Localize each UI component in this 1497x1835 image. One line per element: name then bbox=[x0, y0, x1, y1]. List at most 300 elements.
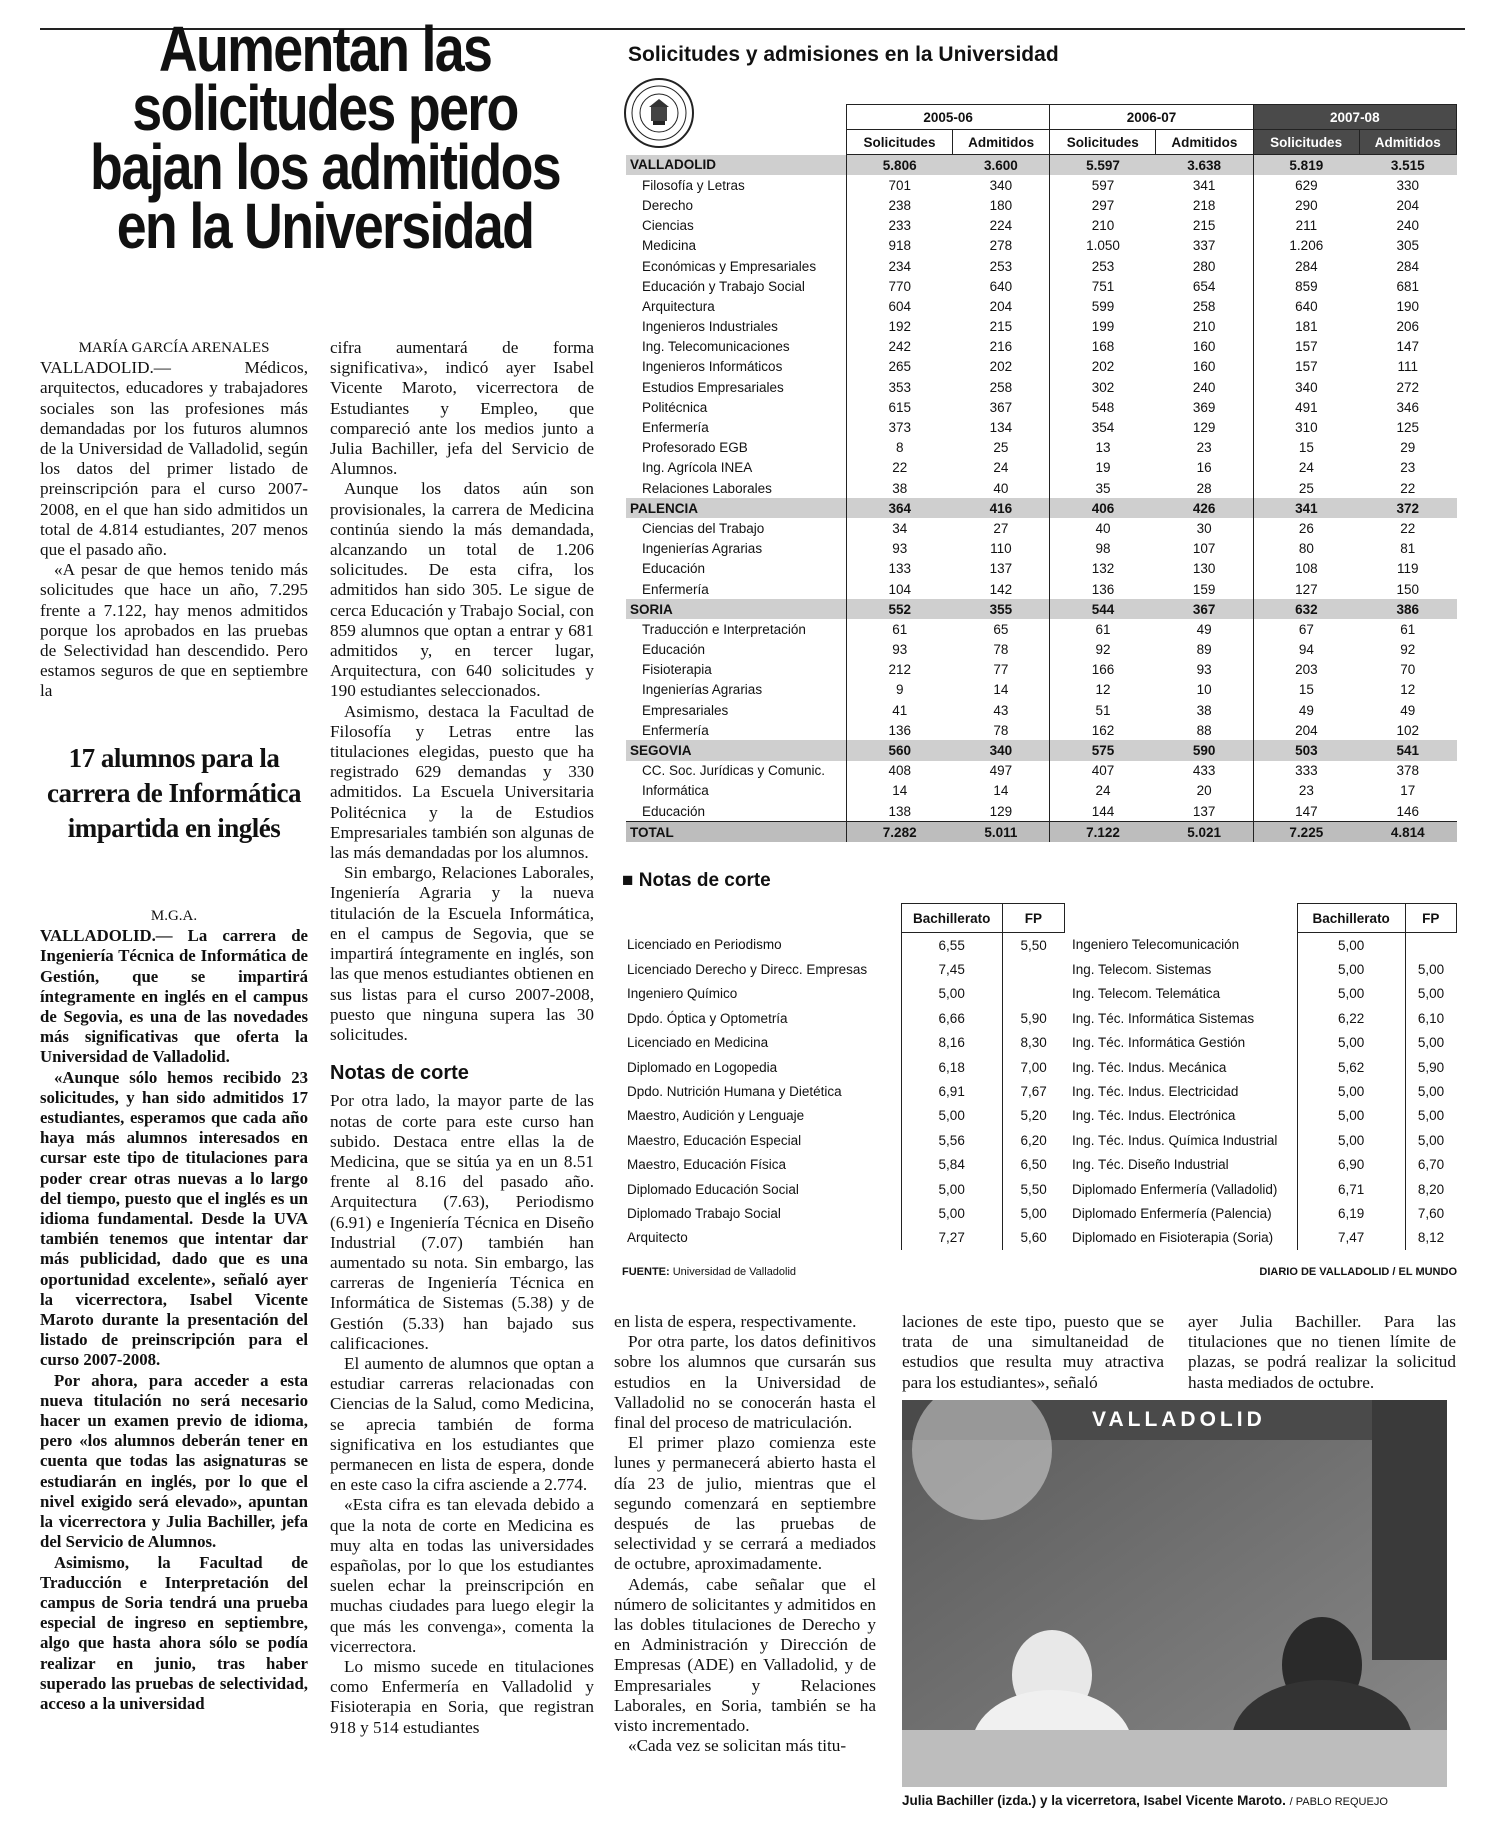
cell-value: 6,22 bbox=[1297, 1006, 1405, 1030]
cell-value: 333 bbox=[1253, 761, 1359, 781]
cell-value: 8,12 bbox=[1405, 1226, 1456, 1250]
sub-header: Admitidos bbox=[1156, 130, 1253, 155]
cell-value: 5,50 bbox=[1002, 933, 1064, 958]
table-row bbox=[626, 296, 1457, 316]
row-label: CC. Soc. Jurídicas y Comunic. bbox=[642, 763, 826, 779]
table-row bbox=[622, 1006, 1065, 1030]
cell-value: 367 bbox=[989, 399, 1013, 415]
cell-value: 204 bbox=[1253, 720, 1359, 740]
sidebar bbox=[40, 741, 308, 846]
cell-value: 364 bbox=[847, 498, 953, 518]
cell-value: 341 bbox=[1253, 498, 1359, 518]
cell-value: 491 bbox=[1253, 397, 1359, 417]
cell-value: 23 bbox=[1253, 781, 1359, 801]
cell-value: 5.021 bbox=[1156, 822, 1253, 843]
cell-value: 12 bbox=[1050, 680, 1156, 700]
table-row bbox=[626, 579, 1457, 599]
cell-value: 204 bbox=[1396, 197, 1420, 213]
cell-value: 8 bbox=[847, 438, 953, 458]
cell-value: 340 bbox=[952, 740, 1049, 760]
table-row bbox=[622, 1031, 1065, 1055]
row-label: Diplomado Enfermería (Valladolid) bbox=[1072, 1181, 1278, 1197]
cell-value: 5.011 bbox=[952, 822, 1049, 843]
table-row bbox=[1067, 1079, 1457, 1103]
cell-value: 265 bbox=[847, 357, 953, 377]
cell-value: 142 bbox=[989, 581, 1013, 597]
cell-value: 242 bbox=[847, 337, 953, 357]
cell-value: 92 bbox=[1400, 642, 1416, 658]
caption-text: Julia Bachiller (izda.) y la vicerretora, Isabel Vicente Maroto. bbox=[902, 1793, 1286, 1808]
cell-value: 6,70 bbox=[1405, 1153, 1456, 1177]
cell-value: 147 bbox=[1253, 801, 1359, 822]
cell-value: 5,00 bbox=[901, 1104, 1002, 1128]
cell-value: 137 bbox=[1192, 803, 1216, 819]
row-label: Enfermería bbox=[642, 581, 709, 597]
cell-value: 110 bbox=[990, 541, 1012, 557]
cell-value: 541 bbox=[1359, 740, 1456, 760]
table-row bbox=[626, 761, 1457, 781]
table-row bbox=[626, 397, 1457, 417]
cell-value: 51 bbox=[1050, 700, 1156, 720]
cell-value: 548 bbox=[1050, 397, 1156, 417]
cell-value: 5.806 bbox=[847, 155, 953, 176]
sidebar-paragraph: «Aunque sólo hemos recibido 23 solicitudes, y han sido admitidos 17 estudiantes, esperamos que cada año haya más alumnos interesados en cursar este tipo de titulaciones para poder crear otras nuevas a lo largo del tiempo, puesto que el inglés es un idioma fundamental. Desde la UVA también tenemos que intentar dar más publicidad, dado que es una oportunidad excelente», señaló ayer la vicerrectora, Isabel Vicente Maroto durante la presentación del listado de preinscripción para el curso 2007-2008. bbox=[40, 1067, 308, 1370]
table-row bbox=[626, 195, 1457, 215]
cell-value: 373 bbox=[847, 417, 953, 437]
table-row bbox=[626, 559, 1457, 579]
cell-value: 38 bbox=[1196, 702, 1212, 718]
cell-value: 49 bbox=[1196, 621, 1212, 637]
province-row bbox=[626, 599, 1457, 619]
notas-left-body bbox=[622, 933, 1065, 1251]
cell-value: 770 bbox=[847, 276, 953, 296]
table-row bbox=[626, 256, 1457, 276]
article-col1-text bbox=[40, 358, 308, 701]
article-paragraph: Además, cabe señalar que el número de solicitantes y admitidos en las dobles titulaciones de Derecho y en Administración y Dirección de Empresas (ADE) en Valladolid, y de Empresariales y Relaciones Laborales, en Soria, también se ha visto incrementado. bbox=[614, 1574, 876, 1736]
cell-value: 280 bbox=[1192, 258, 1216, 274]
cell-value: 386 bbox=[1359, 599, 1456, 619]
cell-value: 49 bbox=[1400, 702, 1416, 718]
table2-heading bbox=[622, 870, 771, 892]
cell-value: 92 bbox=[1050, 640, 1156, 660]
cell-value: 590 bbox=[1156, 740, 1253, 760]
caption-credit: / PABLO REQUEJO bbox=[1289, 1796, 1388, 1808]
cell-value: 12 bbox=[1400, 682, 1416, 698]
cell-value: 7.282 bbox=[847, 822, 953, 843]
cell-value: 26 bbox=[1253, 518, 1359, 538]
row-label: Ingenierías Agrarias bbox=[642, 682, 763, 698]
cell-value: 3.515 bbox=[1359, 155, 1456, 176]
table1-title: Solicitudes y admisiones en la Universidad bbox=[628, 43, 1059, 66]
cell-value: 5,62 bbox=[1297, 1055, 1405, 1079]
total-row bbox=[626, 822, 1457, 843]
cell-value: 14 bbox=[993, 783, 1009, 799]
cell-value: 5,00 bbox=[1297, 933, 1405, 958]
row-label: VALLADOLID bbox=[626, 155, 847, 176]
year-header: 2007-08 bbox=[1253, 105, 1456, 130]
cell-value: 297 bbox=[1050, 195, 1156, 215]
cell-value: 104 bbox=[847, 579, 953, 599]
row-label: Diplomado en Fisioterapia (Soria) bbox=[1072, 1230, 1274, 1246]
cell-value: 367 bbox=[1156, 599, 1253, 619]
cell-value: 369 bbox=[1192, 399, 1216, 415]
row-label: Estudios Empresariales bbox=[642, 379, 784, 395]
row-label: Educación bbox=[642, 803, 706, 819]
cell-value: 599 bbox=[1050, 296, 1156, 316]
row-label: Ing. Téc. Indus. Química Industrial bbox=[1072, 1132, 1278, 1148]
cell-value: 6,90 bbox=[1297, 1153, 1405, 1177]
cell-value: 5,84 bbox=[901, 1153, 1002, 1177]
cell-value: 137 bbox=[989, 561, 1013, 577]
row-label: Dpdo. Nutrición Humana y Dietética bbox=[627, 1084, 842, 1100]
cell-value: 224 bbox=[989, 218, 1013, 234]
row-label: SEGOVIA bbox=[626, 740, 847, 760]
article-column-2 bbox=[330, 338, 594, 1738]
table-row bbox=[626, 438, 1457, 458]
cell-value: 6,18 bbox=[901, 1055, 1002, 1079]
cell-value: 258 bbox=[1192, 298, 1216, 314]
cell-value bbox=[1002, 982, 1064, 1006]
cell-value: 6,91 bbox=[901, 1079, 1002, 1103]
cell-value: 7.122 bbox=[1050, 822, 1156, 843]
sub-header: Admitidos bbox=[1359, 130, 1456, 155]
cell-value: 4.814 bbox=[1359, 822, 1456, 843]
photo-banner: VALLADOLID bbox=[1092, 1408, 1266, 1431]
year-header: 2005-06 bbox=[847, 105, 1050, 130]
table-row bbox=[626, 700, 1457, 720]
table-row bbox=[622, 982, 1065, 1006]
cell-value: 284 bbox=[1396, 258, 1420, 274]
cell-value: 5,60 bbox=[1002, 1226, 1064, 1250]
cell-value: 6,10 bbox=[1405, 1006, 1456, 1030]
province-row bbox=[626, 155, 1457, 176]
cell-value: 7,27 bbox=[901, 1226, 1002, 1250]
row-label: Traducción e Interpretación bbox=[642, 621, 806, 637]
row-label: Ingeniero Químico bbox=[627, 986, 738, 1002]
cell-value: 40 bbox=[1050, 518, 1156, 538]
row-label: Ing. Téc. Informática Gestión bbox=[1072, 1035, 1246, 1051]
cell-value: 215 bbox=[989, 319, 1013, 335]
table-notas-left bbox=[622, 903, 1065, 1250]
cell-value: 20 bbox=[1196, 783, 1212, 799]
cell-value: 25 bbox=[1253, 478, 1359, 498]
table-row bbox=[1067, 1226, 1457, 1250]
cell-value: 88 bbox=[1196, 722, 1212, 738]
cell-value: 5,00 bbox=[1297, 1031, 1405, 1055]
article-paragraph: Sin embargo, Relaciones Laborales, Ingeniería Agraria y la nueva titulación de la Escuela Informática, en el campus de Segovia, que se impartirá íntegramente en inglés, son las que menos estudiantes obtienen en sus listas para el curso 2007-2008, puesto que ninguna supera las 30 solicitudes. bbox=[330, 863, 594, 1044]
row-label: Profesorado EGB bbox=[642, 440, 748, 456]
col-header-fp: FP bbox=[1405, 904, 1456, 933]
cell-value: 43 bbox=[993, 702, 1009, 718]
cell-value: 5,90 bbox=[1405, 1055, 1456, 1079]
cell-value: 6,19 bbox=[1297, 1201, 1405, 1225]
row-label: Filosofía y Letras bbox=[642, 177, 745, 193]
article-paragraph: cifra aumentará de forma significativa», indicó ayer Isabel Vicente Maroto, vicerrectora de Estudiantes y Empleo, que compareció ante los medios junto a Julia Bachiller, jefa del Servicio de Alumnos. bbox=[330, 338, 594, 479]
row-label: Ing. Téc. Indus. Electrónica bbox=[1072, 1108, 1236, 1124]
byline: MARÍA GARCÍA ARENALES bbox=[78, 340, 270, 356]
cell-value: 5,00 bbox=[901, 982, 1002, 1006]
cell-value: 159 bbox=[1192, 581, 1216, 597]
table-row bbox=[626, 801, 1457, 822]
row-label: SORIA bbox=[626, 599, 847, 619]
cell-value: 107 bbox=[1192, 541, 1216, 557]
cell-value: 7,45 bbox=[901, 957, 1002, 981]
cell-value: 406 bbox=[1050, 498, 1156, 518]
cell-value: 433 bbox=[1192, 763, 1216, 779]
cell-value: 218 bbox=[1192, 197, 1216, 213]
cell-value: 61 bbox=[1400, 621, 1416, 637]
table-row bbox=[626, 680, 1457, 700]
cell-value: 5,00 bbox=[1405, 1104, 1456, 1128]
cell-value: 22 bbox=[1400, 520, 1416, 536]
cell-value: 93 bbox=[1196, 662, 1212, 678]
article-col2-text bbox=[330, 338, 594, 1045]
cell-value: 98 bbox=[1050, 539, 1156, 559]
cell-value: 597 bbox=[1050, 175, 1156, 195]
cell-value: 119 bbox=[1397, 561, 1419, 577]
row-label: Ing. Téc. Indus. Mecánica bbox=[1072, 1059, 1227, 1075]
row-label: Relaciones Laborales bbox=[642, 480, 772, 496]
cell-value: 8,30 bbox=[1002, 1031, 1064, 1055]
table-row bbox=[626, 236, 1457, 256]
cell-value: 258 bbox=[989, 379, 1013, 395]
article-paragraph: El aumento de alumnos que optan a estudiar carreras relacionadas con Ciencias de la Salud, como Medicina, se aprecia también de forma significativa en los estudiantes que permanecen en lista de espera, donde en este caso la cifra asciende a 2.774. bbox=[330, 1353, 594, 1495]
table-row bbox=[622, 1055, 1065, 1079]
table-row bbox=[626, 781, 1457, 801]
table-row bbox=[1067, 982, 1457, 1006]
province-row bbox=[626, 498, 1457, 518]
sub-header: Admitidos bbox=[952, 130, 1049, 155]
cell-value: 77 bbox=[993, 662, 1009, 678]
cell-value: 35 bbox=[1050, 478, 1156, 498]
row-label: Maestro, Educación Física bbox=[627, 1157, 787, 1173]
cell-value: 3.638 bbox=[1156, 155, 1253, 176]
article-column-3 bbox=[614, 1312, 876, 1756]
table-row bbox=[626, 216, 1457, 236]
cell-value: 14 bbox=[847, 781, 953, 801]
row-label: Maestro, Audición y Lenguaje bbox=[627, 1108, 805, 1124]
table-row bbox=[626, 458, 1457, 478]
source-credit: DIARIO DE VALLADOLID / EL MUNDO bbox=[1259, 1266, 1457, 1278]
article-column-1 bbox=[40, 338, 308, 702]
table-row bbox=[622, 1104, 1065, 1128]
row-label: Diplomado Enfermería (Palencia) bbox=[1072, 1205, 1272, 1221]
cell-value: 560 bbox=[847, 740, 953, 760]
row-label: Enfermería bbox=[642, 722, 709, 738]
cell-value: 211 bbox=[1253, 216, 1359, 236]
cell-value: 14 bbox=[993, 682, 1009, 698]
table-row bbox=[622, 1226, 1065, 1250]
cell-value: 272 bbox=[1396, 379, 1420, 395]
cell-value: 340 bbox=[1253, 377, 1359, 397]
row-label: Ing. Agrícola INEA bbox=[642, 460, 753, 476]
row-label: Politécnica bbox=[642, 399, 708, 415]
press-photo bbox=[902, 1400, 1447, 1787]
cell-value: 5,90 bbox=[1002, 1006, 1064, 1030]
row-label: Ing. Telecomunicaciones bbox=[642, 339, 790, 355]
notas-heading: Notas de corte bbox=[330, 1062, 469, 1085]
cell-value: 407 bbox=[1050, 761, 1156, 781]
cell-value: 93 bbox=[847, 539, 953, 559]
cell-value: 216 bbox=[989, 339, 1013, 355]
table-row bbox=[1067, 1128, 1457, 1152]
cell-value: 544 bbox=[1050, 599, 1156, 619]
table-row bbox=[626, 660, 1457, 680]
cell-value: 129 bbox=[1192, 420, 1216, 436]
headline: Aumentan las solicitudes pero bajan los admitidos en la Universidad bbox=[90, 13, 560, 262]
cell-value: 278 bbox=[989, 238, 1013, 254]
sidebar-title: 17 alumnos para la carrera de Informática impartida en inglés bbox=[47, 743, 301, 843]
cell-value: 38 bbox=[847, 478, 953, 498]
cell-value: 206 bbox=[1396, 319, 1420, 335]
sidebar-paragraph: VALLADOLID.— La carrera de Ingeniería Técnica de Informática de Gestión, que se impartirá íntegramente en inglés en el campus de Segovia, es una de las novedades más significativas que oferta la Universidad de Valladolid. bbox=[40, 926, 308, 1067]
cell-value: 681 bbox=[1396, 278, 1420, 294]
cell-value: 89 bbox=[1196, 642, 1212, 658]
table-row bbox=[1067, 957, 1457, 981]
cell-value: 5,00 bbox=[1297, 957, 1405, 981]
cell-value: 134 bbox=[989, 420, 1013, 436]
row-label: Enfermería bbox=[642, 420, 709, 436]
cell-value: 147 bbox=[1396, 339, 1420, 355]
article-column-5 bbox=[1188, 1312, 1456, 1393]
row-label: PALENCIA bbox=[626, 498, 847, 518]
row-label: Ing. Téc. Informática Sistemas bbox=[1072, 1010, 1255, 1026]
cell-value: 8,20 bbox=[1405, 1177, 1456, 1201]
row-label: Ing. Telecom. Sistemas bbox=[1072, 962, 1212, 978]
cell-value: 615 bbox=[847, 397, 953, 417]
cell-value: 210 bbox=[1192, 319, 1216, 335]
cell-value: 146 bbox=[1396, 803, 1420, 819]
cell-value: 575 bbox=[1050, 740, 1156, 760]
cell-value: 6,50 bbox=[1002, 1153, 1064, 1177]
cell-value: 1.206 bbox=[1253, 236, 1359, 256]
sub-header: Solicitudes bbox=[1253, 130, 1359, 155]
cell-value: 150 bbox=[1396, 581, 1420, 597]
row-label: Informática bbox=[642, 783, 709, 799]
cell-value: 253 bbox=[989, 258, 1013, 274]
sidebar-paragraph: Asimismo, la Facultad de Traducción e Interpretación del campus de Soria tendrá una prueba especial de ingreso en septiembre, algo que hasta ahora sólo se podía realizar en junio, tras haber superado las pruebas de selectividad, acceso a la universidad bbox=[40, 1552, 308, 1713]
table-row bbox=[626, 417, 1457, 437]
table-row bbox=[626, 337, 1457, 357]
cell-value: 160 bbox=[1192, 339, 1216, 355]
cell-value: 8,16 bbox=[901, 1031, 1002, 1055]
article-paragraph: El primer plazo comienza este lunes y permanecerá abierto hasta el día 23 de julio, mientras que el segundo comenzará en septiembre después de las pruebas de selectividad y se cerrará a mediados de octubre, aproximadamente. bbox=[614, 1433, 876, 1574]
cell-value: 15 bbox=[1253, 680, 1359, 700]
article-paragraph: Por otra lado, la mayor parte de las notas de corte para este curso han subido. Destaca entre ellas la de Medicina, que se sitúa ya en un 8.51 frente al 8.16 del pasado año. Arquitectura (7.63), Periodismo (6.91) e Ingeniería Técnica en Diseño Industrial (7.07) también han aumentado su nota. Sin embargo, las carreras de Ingeniería Técnica en Informática de Sistemas (5.38) y de Gestión (5.33) han bajado sus calificaciones. bbox=[330, 1091, 594, 1353]
cell-value: 15 bbox=[1253, 438, 1359, 458]
cell-value: 9 bbox=[847, 680, 953, 700]
square-bullet-icon: ■ bbox=[622, 870, 634, 891]
cell-value: 160 bbox=[1192, 359, 1216, 375]
article-paragraph: VALLADOLID.— Médicos, arquitectos, educadores y trabajadores sociales son las profesiones más demandadas por los futuros alumnos de la Universidad de Valladolid, según los datos del primer listado de preinscripción para el curso 2007-2008, en el que han sido admitidos un total de 4.814 estudiantes, 207 menos que el pasado año. bbox=[40, 358, 308, 560]
row-label: Educación y Trabajo Social bbox=[642, 278, 805, 294]
row-label: Diplomado en Logopedia bbox=[627, 1059, 778, 1075]
article-col4-text: laciones de este tipo, puesto que se trata de una simultaneidad de estudios que resulta muy atractiva para los estudiantes», señaló bbox=[902, 1312, 1164, 1392]
cell-value: 25 bbox=[993, 440, 1009, 456]
cell-value: 253 bbox=[1050, 256, 1156, 276]
table2-title: Notas de corte bbox=[638, 870, 771, 891]
cell-value: 30 bbox=[1196, 520, 1212, 536]
cell-value: 632 bbox=[1253, 599, 1359, 619]
cell-value: 94 bbox=[1253, 640, 1359, 660]
row-label: Arquitecto bbox=[627, 1230, 688, 1246]
cell-value: 80 bbox=[1253, 539, 1359, 559]
table-row bbox=[626, 317, 1457, 337]
cell-value: 181 bbox=[1253, 317, 1359, 337]
cell-value: 108 bbox=[1253, 559, 1359, 579]
cell-value: 180 bbox=[989, 197, 1013, 213]
cell-value: 7,67 bbox=[1002, 1079, 1064, 1103]
cell-value: 497 bbox=[989, 763, 1013, 779]
table-row bbox=[626, 357, 1457, 377]
cell-value: 240 bbox=[1192, 379, 1216, 395]
cell-value: 6,71 bbox=[1297, 1177, 1405, 1201]
cell-value: 28 bbox=[1196, 480, 1212, 496]
cell-value: 284 bbox=[1253, 256, 1359, 276]
table-row bbox=[626, 377, 1457, 397]
cell-value: 136 bbox=[847, 720, 953, 740]
sub-header: Solicitudes bbox=[847, 130, 953, 155]
cell-value: 552 bbox=[847, 599, 953, 619]
cell-value: 29 bbox=[1400, 440, 1416, 456]
cell-value: 136 bbox=[1050, 579, 1156, 599]
table-row bbox=[626, 619, 1457, 639]
cell-value: 7,60 bbox=[1405, 1201, 1456, 1225]
cell-value: 5,56 bbox=[901, 1128, 1002, 1152]
cell-value: 93 bbox=[847, 640, 953, 660]
table-row bbox=[1067, 1201, 1457, 1225]
cell-value: 5,00 bbox=[1405, 957, 1456, 981]
article-paragraph: en lista de espera, respectivamente. bbox=[614, 1312, 857, 1331]
row-label: Licenciado en Medicina bbox=[627, 1035, 769, 1051]
table-row bbox=[1067, 1006, 1457, 1030]
cell-value: 125 bbox=[1396, 420, 1420, 436]
cell-value: 202 bbox=[989, 359, 1013, 375]
cell-value: 10 bbox=[1196, 682, 1212, 698]
sidebar-paragraphs bbox=[40, 926, 308, 1714]
cell-value: 144 bbox=[1050, 801, 1156, 822]
article-paragraph: Aunque los datos aún son provisionales, la carrera de Medicina continúa siendo la más demandada, alcanzando un total de 1.206 solicitudes. De esta cifra, los admitidos han sido 305. Le sigue de cerca Educación y Trabajo Social, con 859 alumnos que optan a entrar y 681 admitidos y, en tercer lugar, Arquitectura, con 640 solicitudes y 190 estudiantes seleccionados. bbox=[330, 479, 594, 701]
row-label: Educación bbox=[642, 642, 706, 658]
row-label: Ingenieros Informáticos bbox=[642, 359, 783, 375]
article-col2b-text bbox=[330, 1091, 594, 1738]
cell-value: 354 bbox=[1050, 417, 1156, 437]
cell-value: 61 bbox=[1050, 619, 1156, 639]
cell-value: 203 bbox=[1253, 660, 1359, 680]
table-row bbox=[626, 640, 1457, 660]
cell-value: 168 bbox=[1050, 337, 1156, 357]
row-label: Medicina bbox=[642, 238, 697, 254]
cell-value: 238 bbox=[847, 195, 953, 215]
cell-value: 212 bbox=[847, 660, 953, 680]
row-label: Educación bbox=[642, 561, 706, 577]
cell-value: 162 bbox=[1050, 720, 1156, 740]
cell-value: 65 bbox=[993, 621, 1009, 637]
cell-value: 701 bbox=[847, 175, 953, 195]
row-label: Maestro, Educación Especial bbox=[627, 1132, 802, 1148]
cell-value: 24 bbox=[993, 460, 1009, 476]
cell-value: 5.819 bbox=[1253, 155, 1359, 176]
cell-value: 5,20 bbox=[1002, 1104, 1064, 1128]
row-label: Ing. Téc. Indus. Electricidad bbox=[1072, 1084, 1239, 1100]
cell-value: 341 bbox=[1192, 177, 1216, 193]
cell-value: 6,66 bbox=[901, 1006, 1002, 1030]
cell-value: 918 bbox=[847, 236, 953, 256]
cell-value: 202 bbox=[1050, 357, 1156, 377]
cell-value: 5,00 bbox=[1405, 1031, 1456, 1055]
row-label: Económicas y Empresariales bbox=[642, 258, 817, 274]
table-row bbox=[1067, 1153, 1457, 1177]
